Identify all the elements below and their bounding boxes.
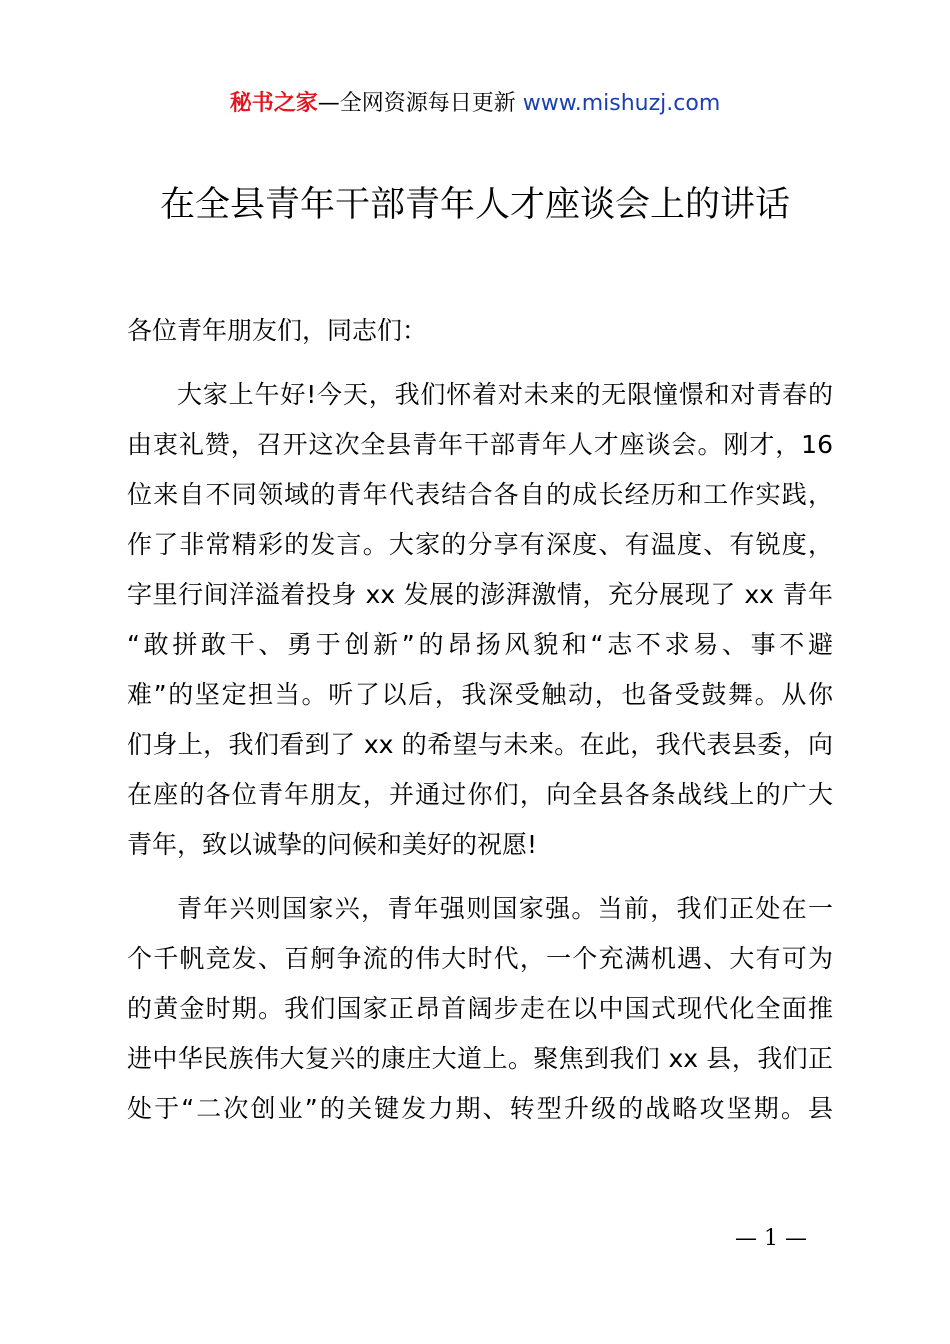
- paragraph-line: 的黄金时期。我们国家正昂首阔步走在以中国式现代化全面推: [127, 994, 833, 1023]
- paragraph-line: “敢拼敢干、勇于创新”的昂扬风貌和“志不求易、事不避: [127, 630, 833, 659]
- document-body: [127, 306, 833, 1134]
- paragraph-2: [127, 884, 833, 1134]
- paragraph-line: 在座的各位青年朋友，并通过你们，向全县各条战线上的广大: [127, 780, 833, 809]
- site-brand: 秘书之家: [229, 91, 318, 116]
- paragraph-line: 作了非常精彩的发言。大家的分享有深度、有温度、有锐度，: [127, 530, 833, 559]
- paragraph-line: 青年兴则国家兴，青年强则国家强。当前，我们正处在一: [177, 894, 833, 923]
- document-title: 在全县青年干部青年人才座谈会上的讲话: [159, 185, 790, 225]
- salutation: 各位青年朋友们，同志们：: [127, 316, 428, 345]
- paragraph-line: 由衷礼赞，召开这次全县青年干部青年人才座谈会。刚才，16: [127, 430, 833, 459]
- site-tagline: —全网资源每日更新: [317, 91, 523, 116]
- paragraph-line: 字里行间洋溢着投身 xx 发展的澎湃激情，充分展现了 xx 青年: [127, 580, 833, 609]
- paragraph-line: 位来自不同领域的青年代表结合各自的成长经历和工作实践，: [127, 480, 833, 509]
- paragraph-line: 大家上午好!今天，我们怀着对未来的无限憧憬和对青春的: [177, 380, 833, 409]
- paragraph-line: 难”的坚定担当。听了以后，我深受触动，也备受鼓舞。从你: [127, 680, 833, 709]
- paragraph-line: 进中华民族伟大复兴的康庄大道上。聚焦到我们 xx 县，我们正: [127, 1044, 833, 1073]
- paragraph-1: [127, 370, 833, 870]
- site-url-link[interactable]: www.mishuzj.com: [522, 91, 721, 116]
- paragraph-line: 个千帆竞发、百舸争流的伟大时代，一个充满机遇、大有可为: [127, 944, 833, 973]
- page-number: — 1 —: [735, 1226, 807, 1251]
- site-header: [0, 86, 950, 122]
- paragraph-line: 们身上，我们看到了 xx 的希望与未来。在此，我代表县委，向: [127, 730, 833, 759]
- paragraph-line: 处于“二次创业”的关键发力期、转型升级的战略攻坚期。县: [127, 1094, 833, 1123]
- paragraph-line: 青年，致以诚挚的问候和美好的祝愿!: [127, 830, 538, 859]
